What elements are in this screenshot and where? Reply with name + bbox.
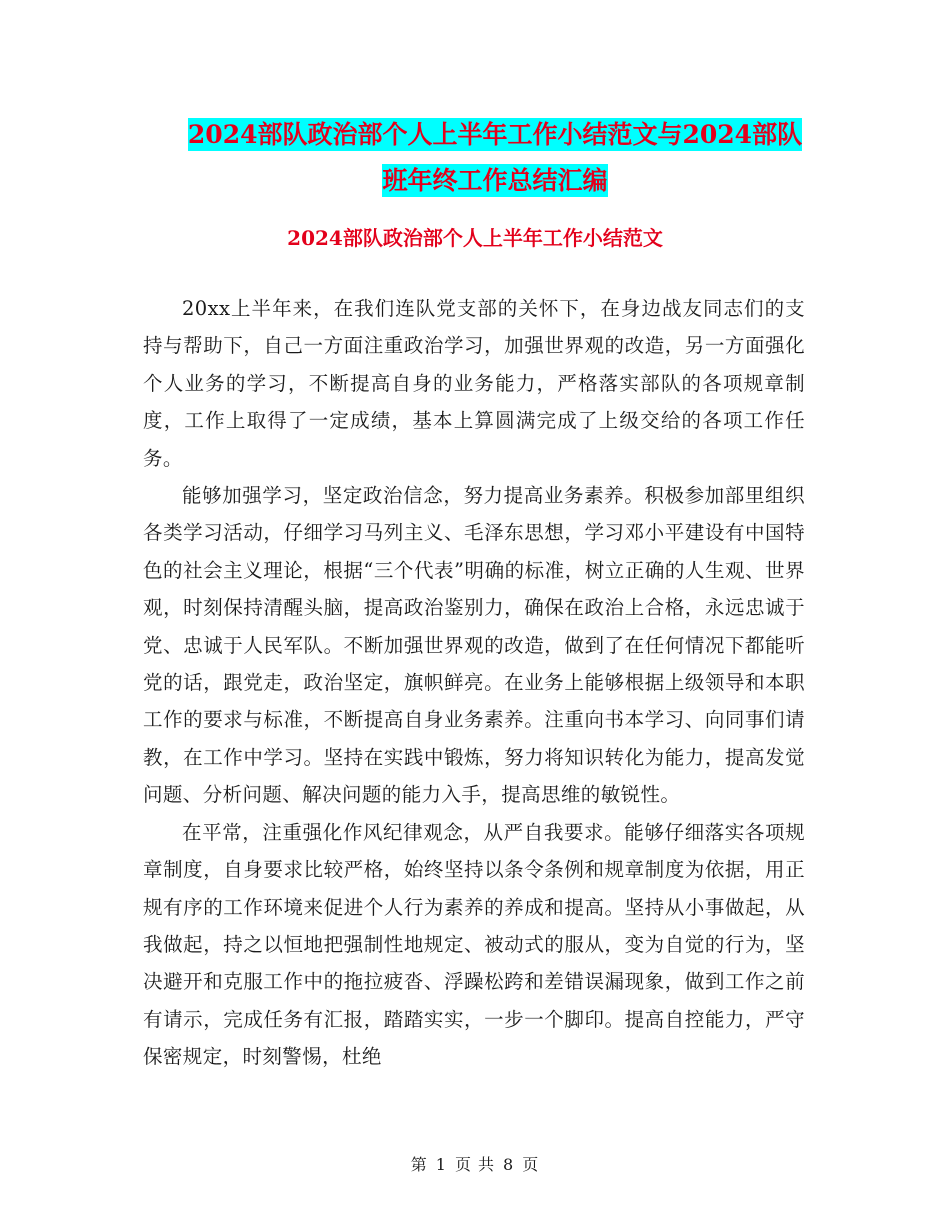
footer-prefix: 第 <box>410 1155 428 1174</box>
footer-suffix: 页 <box>522 1155 540 1174</box>
main-title-line-2: 班年终工作总结汇编 <box>382 166 608 195</box>
section-title: 2024部队政治部个人上半年工作小结范文 <box>287 226 663 250</box>
paragraph-2: 能够加强学习，坚定政治信念，努力提高业务素养。积极参加部里组织各类学习活动，仔细学习马列主义、毛泽东思想，学习邓小平建设有中国特色的社会主义理论，根据“三个代表”明确的标准，树立正确的人生观、世界观，时刻保持清醒头脑，提高政治鉴别力，确保在政治上合格，永远忠诚于党、忠诚于人民军队。不断加强世界观的改造，做到了在任何情况下都能听党的话，跟党走，政治坚定，旗帜鲜亮。在业务上能够根据上级领导和本职工作的要求与标准，不断提高自身业务素养。注重向书本学习、向同事们请教，在工作中学习。坚持在实践中锻炼，努力将知识转化为能力，提高发觉问题、分析问题、解决问题的能力入手，提高思维的敏锐性。 <box>143 484 805 807</box>
footer-total-pages: 8 <box>503 1155 515 1174</box>
main-title-line-1: 2024部队政治部个人上半年工作小结范文与2024部队 <box>187 120 803 149</box>
paragraph-1: 20xx上半年来，在我们连队党支部的关怀下，在身边战友同志们的支持与帮助下，自己一方面注重政治学习，加强世界观的改造，另一方面强化个人业务的学习，不断提高自身的业务能力，严格落实部队的各项规章制度，工作上取得了一定成绩，基本上算圆满完成了上级交给的各项工作任务。 <box>143 297 805 470</box>
footer-page-number: 1 <box>435 1155 447 1174</box>
main-title <box>140 112 850 204</box>
paragraph-3: 在平常，注重强化作风纪律观念，从严自我要求。能够仔细落实各项规章制度，自身要求比较严格，始终坚持以条令条例和规章制度为依据，用正规有序的工作环境来促进个人行为素养的养成和提高。坚持从小事做起，从我做起，持之以恒地把强制性地规定、被动式的服从，变为自觉的行为，坚决避开和克服工作中的拖拉疲沓、浮躁松跨和差错误漏现象，做到工作之前有请示，完成任务有汇报，踏踏实实，一步一个脚印。提高自控能力，严守保密规定，时刻警惕，杜绝 <box>143 820 805 1069</box>
footer-mid: 页 共 <box>454 1155 496 1174</box>
document-body <box>143 290 805 1076</box>
page-footer <box>0 1152 950 1175</box>
